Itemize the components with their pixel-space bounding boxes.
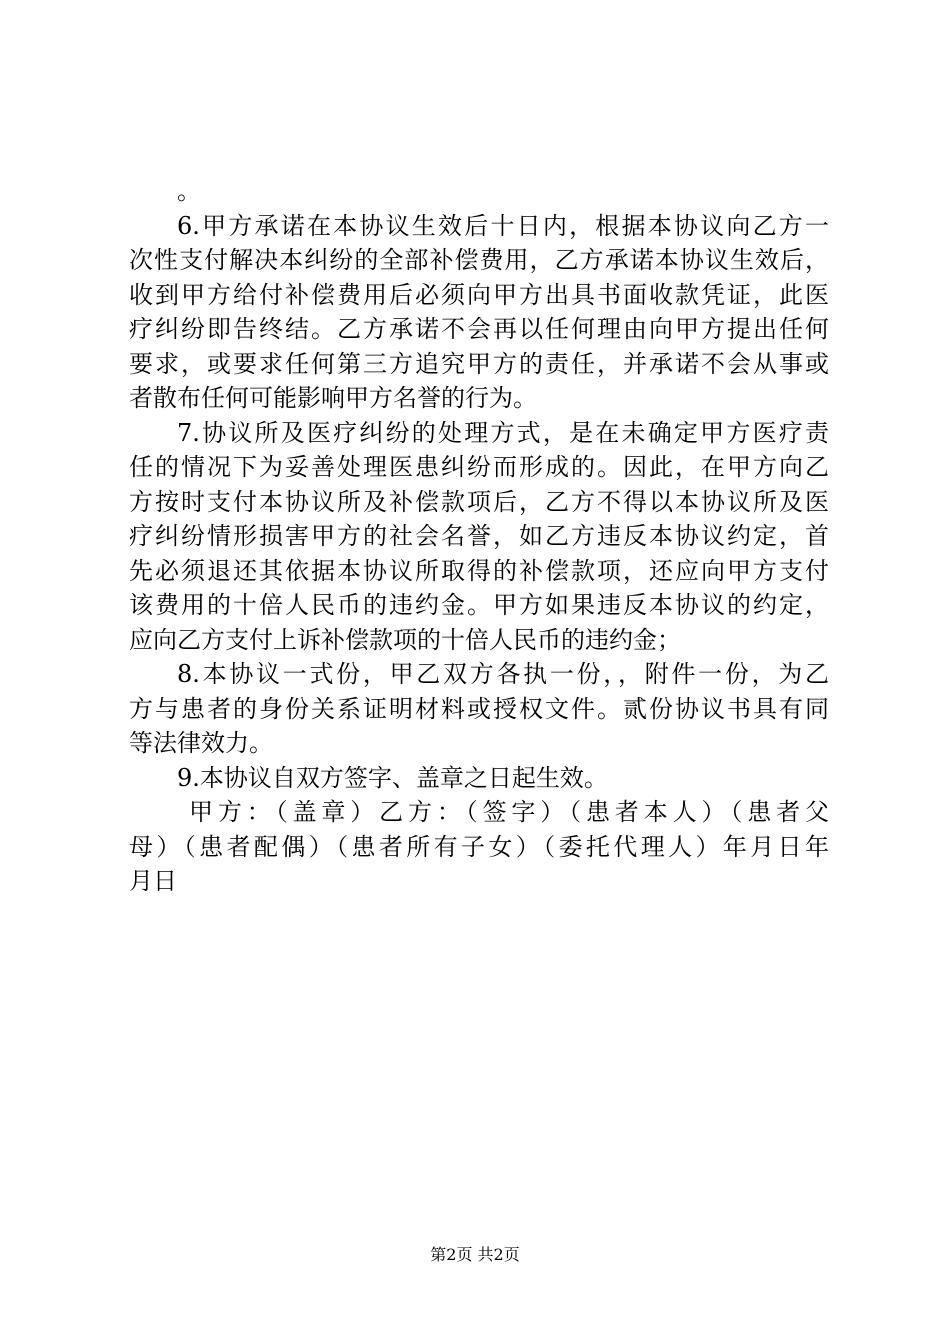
clause-6-line-4: 疗纠纷即告终结。乙方承诺不会再以任何理由向甲方提出任何 — [129, 315, 829, 343]
clause-7-line-2: 任的情况下为妥善处理医患纠纷而形成的。因此，在甲方向乙 — [129, 453, 829, 481]
signature-line-2: 母）（患者配偶）（患者所有子女）（委托代理人）年月日年 — [129, 832, 829, 861]
clause-7-line-7: 应向乙方支付上诉补偿款项的十倍人民币的违约金； — [129, 625, 681, 654]
signature-line-1: 甲方：（盖章）乙方：（签字）（患者本人）（患者父 — [189, 798, 829, 826]
clause-7-line-3: 方按时支付本协议所及补偿款项后，乙方不得以本协议所及医 — [129, 487, 829, 516]
clause-6-line-3: 收到甲方给付补偿费用后必须向甲方出具书面收款凭证，此医 — [129, 280, 829, 309]
clause-7-line-5: 先必须退还其依据本协议所取得的补偿款项，还应向甲方支付 — [129, 556, 829, 585]
clause-8-line-1: 8.本协议一式份，甲乙双方各执一份，，附件一份，为乙 — [177, 660, 829, 688]
clause-6-line-5: 要求，或要求任何第三方追究甲方的责任，并承诺不会从事或 — [129, 349, 829, 378]
clause-7-line-6: 该费用的十倍人民币的违约金。甲方如果违反本协议的约定， — [129, 591, 829, 619]
clause-6-line-6: 者散布任何可能影响甲方名誉的行为。 — [129, 384, 537, 412]
clause-6-line-1: 6.甲方承诺在本协议生效后十日内，根据本协议向乙方一 — [177, 211, 829, 240]
clause-6-line-2: 次性支付解决本纠纷的全部补偿费用，乙方承诺本协议生效后， — [129, 246, 829, 274]
clause-8-line-3: 等法律效力。 — [129, 729, 273, 757]
clause-9-line-1: 9.本协议自双方签字、盖章之日起生效。 — [177, 763, 608, 792]
paragraph-tail-punctuation: 。 — [177, 177, 201, 205]
document-body — [129, 174, 829, 899]
signature-line-3: 月日 — [129, 867, 177, 895]
clause-7-line-4: 疗纠纷情形损害甲方的社会名誉，如乙方违反本协议约定，首 — [129, 522, 829, 550]
clause-7-line-1: 7.协议所及医疗纠纷的处理方式，是在未确定甲方医疗责 — [177, 418, 829, 447]
clause-8-line-2: 方与患者的身份关系证明材料或授权文件。贰份协议书具有同 — [129, 694, 829, 723]
page-number-footer: 第2页 共2页 — [430, 1245, 520, 1264]
